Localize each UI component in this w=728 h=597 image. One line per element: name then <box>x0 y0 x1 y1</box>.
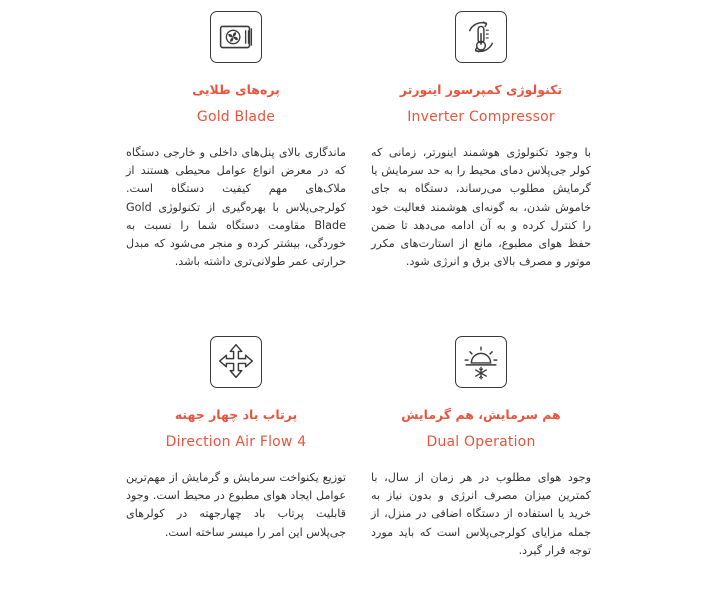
feature-description: وجود هوای مطلوب در هر زمان از سال، با کمترین میزان مصرف انرژی و بدون نیاز به خرید یا استفاده از دستگاه اضافی در منزل، از جمله مزایای کولرجی‌پلاس است که باید مورد توجه قرار گیرد. <box>371 471 591 557</box>
four-way-arrows-icon <box>210 336 262 388</box>
feature-title-en: Gold Blade <box>196 109 276 125</box>
feature-title-fa: پره‌های طلایی <box>192 82 280 97</box>
feature-title-fa: تکنولوژی کمپرسور اینورتر <box>399 82 563 97</box>
feature-title-en: Direction Air Flow 4 <box>165 434 307 450</box>
feature-title-fa: هم سرمایش، هم گرمایش <box>401 407 561 422</box>
thermometer-cycle-icon <box>455 11 507 63</box>
feature-description: با وجود تکنولوژی هوشمند اینورتر، زمانی که کولر جی‌پلاس دمای محیط را به حد سرمایش یا گرمایش مطلوب می‌رساند، دستگاه به جای خاموش شدن، به گونه‌ای هوشمند فعالیت خود را کنترل کرده و به آن ادامه می‌دهد تا ضمن حفظ هوای مطبوع، مانع از استارت‌های مکرر موتور و مصرف بالای برق و انرژی شود. <box>371 146 591 269</box>
feature-title-en: Inverter Compressor <box>407 109 555 125</box>
feature-title-fa: پرتاب باد چهار جهته <box>174 407 298 422</box>
sun-snowflake-icon <box>455 336 507 388</box>
fan-coil-icon <box>210 11 262 63</box>
feature-description: توزیع یکنواخت سرمایش و گرمایش از مهم‌ترین عوامل ایجاد هوای مطبوع در محیط است. وجود قابلیت پرتاب باد چهارجهته در کولرهای جی‌پلاس این امر را میسر ساخته است. <box>126 471 346 539</box>
feature-title-en: Dual Operation <box>426 434 536 450</box>
feature-description: ماندگاری بالای پنل‌های داخلی و خارجی دستگاه که در معرض انواع عوامل محیطی هستند از ملاک‌های مهم کیفیت دستگاه است. کولرجی‌پلاس با بهره‌گیری از تکنولوژی Gold Blade مقاومت دستگاه شما را نسبت به خوردگی، بیشتر کرده و منجر می‌شود که مبدل حرارتی عمر طولانی‌تری داشته باشد. <box>126 146 346 269</box>
